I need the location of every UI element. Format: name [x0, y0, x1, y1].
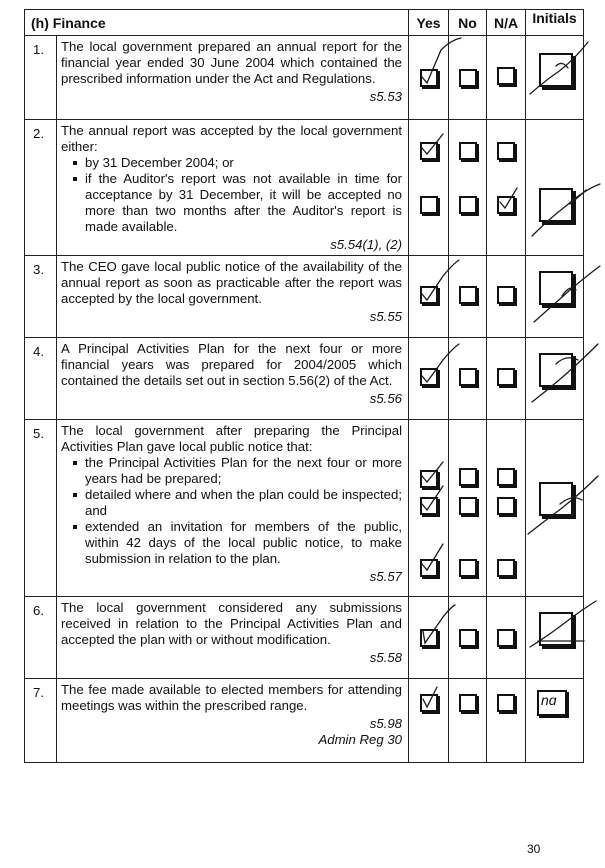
item-description [57, 338, 409, 420]
bullet-item: extended an invitation for members of the public, within 42 days of the local public notice, to make submission in relation to the plan. [75, 519, 402, 567]
yes-cell [409, 679, 449, 763]
no-cell [449, 679, 487, 763]
initials-box[interactable] [539, 53, 573, 87]
bullet-item: detailed where and when the plan could be inspected; and [75, 487, 402, 519]
item-reference-secondary: Admin Reg 30 [318, 732, 403, 747]
bullet-item: if the Auditor's report was not available in time for acceptance by 31 December, it will be accepted no more than two months after the Auditor's report is made available. [75, 171, 402, 235]
initials-cell [526, 679, 584, 763]
yes-cell [409, 597, 449, 679]
header-row [25, 10, 584, 36]
na-checkbox[interactable] [497, 286, 515, 304]
yes-cell [409, 120, 449, 256]
na-cell [487, 120, 526, 256]
item-bullets [61, 155, 402, 235]
no-cell [449, 120, 487, 256]
no-checkbox[interactable] [459, 142, 477, 160]
yes-checkbox[interactable] [420, 196, 438, 214]
yes-checkbox[interactable] [420, 470, 438, 488]
item-description [57, 420, 409, 597]
initials-signature-mark [526, 120, 584, 250]
na-checkbox[interactable] [497, 142, 515, 160]
col-no-header: No [449, 10, 487, 36]
item-number: 3. [25, 256, 57, 338]
yes-checkbox[interactable] [420, 629, 438, 647]
na-checkbox[interactable] [497, 468, 515, 486]
na-cell [487, 338, 526, 420]
item-reference: s5.54(1), (2) [330, 237, 403, 252]
na-checkbox[interactable] [497, 629, 515, 647]
na-checkbox[interactable] [497, 368, 515, 386]
initials-box[interactable] [539, 353, 573, 387]
yes-cell [409, 420, 449, 597]
checklist-item-7 [25, 679, 584, 763]
yes-tick-mark [409, 120, 449, 250]
na-cell [487, 420, 526, 597]
item-reference: s5.98 [369, 716, 403, 731]
initials-box[interactable] [539, 271, 573, 305]
no-checkbox[interactable] [459, 559, 477, 577]
no-checkbox[interactable] [459, 196, 477, 214]
item-text: The local government considered any submissions received in relation to the Principal Activities Plan and accepted the plan with or without modification. [61, 600, 403, 647]
checklist-item-3 [25, 256, 584, 338]
item-description [57, 256, 409, 338]
initials-box[interactable] [539, 188, 573, 222]
initials-cell [526, 256, 584, 338]
item-number: 7. [25, 679, 57, 763]
na-cell [487, 597, 526, 679]
item-number: 1. [25, 36, 57, 120]
item-description [57, 597, 409, 679]
item-text: A Principal Activities Plan for the next four or more financial years was prepared for 2004/2005 which contained the details set out in section 5.56(2) of the Act. [61, 341, 403, 388]
initials-cell [526, 120, 584, 256]
no-checkbox[interactable] [459, 694, 477, 712]
item-description [57, 120, 409, 256]
no-checkbox[interactable] [459, 497, 477, 515]
initials-box[interactable] [539, 482, 573, 516]
checklist-item-4 [25, 338, 584, 420]
bullet-item: by 31 December 2004; or [75, 155, 402, 171]
item-number: 6. [25, 597, 57, 679]
item-bullets [61, 455, 402, 567]
item-reference: s5.58 [369, 650, 403, 665]
col-yes-header: Yes [409, 10, 449, 36]
no-checkbox[interactable] [459, 69, 477, 87]
checklist-item-6 [25, 597, 584, 679]
section-title: (h) Finance [25, 10, 409, 36]
bullet-item: the Principal Activities Plan for the next four or more years had be prepared; [75, 455, 402, 487]
item-reference: s5.53 [369, 89, 403, 104]
yes-tick-mark [409, 679, 449, 763]
initials-handwritten: nɑ [541, 692, 557, 708]
yes-cell [409, 256, 449, 338]
page-number: 30 [527, 842, 541, 856]
item-intro: The local government after preparing the Principal Activities Plan gave local public notice that: [61, 423, 403, 454]
item-reference: s5.56 [369, 391, 403, 406]
item-description [57, 36, 409, 120]
item-text: The local government prepared an annual report for the financial year ended 30 June 2004 which contained the prescribed information under the Act and Regulations. [61, 39, 403, 86]
no-cell [449, 420, 487, 597]
item-description [57, 679, 409, 763]
item-intro: The annual report was accepted by the local government either: [61, 123, 403, 154]
yes-checkbox[interactable] [420, 69, 438, 87]
initials-cell [526, 420, 584, 597]
item-reference: s5.57 [369, 569, 403, 584]
na-checkbox[interactable] [497, 694, 515, 712]
no-cell [449, 597, 487, 679]
col-na-header: N/A [487, 10, 526, 36]
item-number: 2. [25, 120, 57, 256]
na-cell [487, 679, 526, 763]
initials-cell [526, 36, 584, 120]
finance-checklist-table [24, 9, 584, 763]
yes-checkbox[interactable] [420, 559, 438, 577]
no-cell [449, 338, 487, 420]
no-checkbox[interactable] [459, 286, 477, 304]
initials-cell [526, 597, 584, 679]
no-checkbox[interactable] [459, 629, 477, 647]
no-cell [449, 256, 487, 338]
yes-checkbox[interactable] [420, 286, 438, 304]
no-cell [449, 36, 487, 120]
yes-checkbox[interactable] [420, 694, 438, 712]
item-text: The CEO gave local public notice of the availability of the annual report as soon as practicable after the report was accepted by the local government. [61, 259, 403, 306]
na-tick-mark [487, 120, 526, 250]
initials-box[interactable] [539, 612, 573, 646]
item-number: 4. [25, 338, 57, 420]
item-number: 5. [25, 420, 57, 597]
yes-checkbox[interactable] [420, 142, 438, 160]
checklist-item-1 [25, 36, 584, 120]
checklist-item-5 [25, 420, 584, 597]
na-checkbox[interactable] [497, 559, 515, 577]
yes-checkbox[interactable] [420, 368, 438, 386]
yes-checkbox[interactable] [420, 497, 438, 515]
item-reference: s5.55 [369, 309, 403, 324]
checklist-item-2 [25, 120, 584, 256]
col-initials-header: Initials [526, 10, 584, 36]
na-checkbox[interactable] [497, 497, 515, 515]
na-checkbox[interactable] [497, 67, 515, 85]
item-text: The fee made available to elected members for attending meetings was within the prescribed range. [61, 682, 403, 713]
initials-cell [526, 338, 584, 420]
no-checkbox[interactable] [459, 368, 477, 386]
na-cell [487, 36, 526, 120]
na-cell [487, 256, 526, 338]
yes-cell [409, 36, 449, 120]
yes-cell [409, 338, 449, 420]
no-checkbox[interactable] [459, 468, 477, 486]
na-checkbox[interactable] [497, 196, 515, 214]
